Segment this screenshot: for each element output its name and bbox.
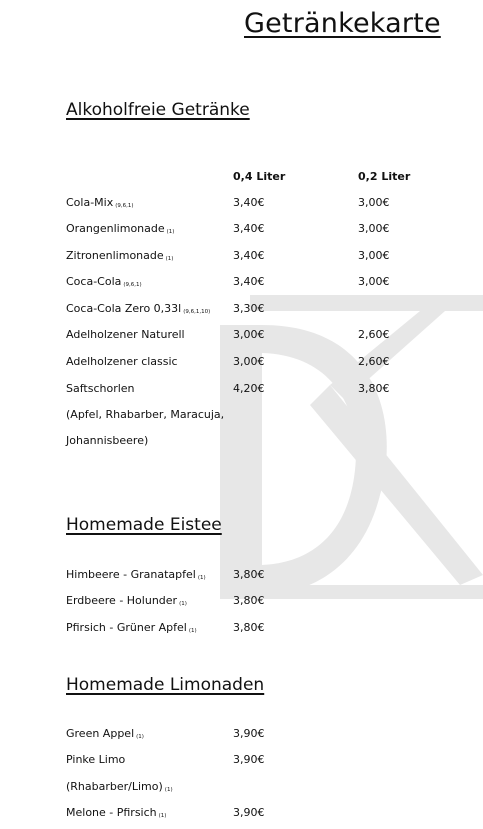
price: 3,90€ <box>233 806 265 819</box>
menu-item-name <box>66 568 206 581</box>
menu-item-label: Pfirsich - Grüner Apfel <box>66 621 187 634</box>
menu-item-label: Cola-Mix <box>66 196 114 209</box>
menu-item-name <box>66 196 134 209</box>
allergen-note: (1) <box>188 628 197 634</box>
price-02-liter: 3,00€ <box>358 196 390 209</box>
price: 3,90€ <box>233 753 265 766</box>
price: 3,90€ <box>233 727 265 740</box>
menu-item-name <box>66 382 135 395</box>
saftschorlen-varieties-line-2: Johannisbeere) <box>66 434 149 447</box>
menu-item-label: Pinke Limo <box>66 753 126 766</box>
section-title-homemade-limonaden: Homemade Limonaden <box>66 675 265 695</box>
column-header-02-liter: 0,2 Liter <box>358 170 411 183</box>
menu-item-name <box>66 753 125 766</box>
menu-item-label: (Rhabarber/Limo) <box>66 780 163 793</box>
price-04-liter: 4,20€ <box>233 382 265 395</box>
menu-item-label: Saftschorlen <box>66 382 135 395</box>
menu-item-name <box>66 594 187 607</box>
allergen-note: (1) <box>197 575 206 581</box>
menu-item-label: Coca-Cola <box>66 275 122 288</box>
section-title-homemade-eistee: Homemade Eistee <box>66 515 222 535</box>
price: 3,80€ <box>233 621 265 634</box>
saftschorlen-varieties-line-1: (Apfel, Rhabarber, Maracuja, <box>66 408 225 421</box>
price-04-liter: 3,40€ <box>233 222 265 235</box>
price-04-liter: 3,00€ <box>233 328 265 341</box>
allergen-note: (1) <box>164 787 173 793</box>
menu-item-name <box>66 806 166 819</box>
allergen-note: (9,6,1) <box>115 203 134 209</box>
menu-item-label: Melone - Pfirsich <box>66 806 157 819</box>
menu-item-name <box>66 275 142 288</box>
price-04-liter: 3,30€ <box>233 302 265 315</box>
price-04-liter: 3,40€ <box>233 249 265 262</box>
allergen-note: (9,6,1) <box>123 282 142 288</box>
price-04-liter: 3,00€ <box>233 355 265 368</box>
allergen-note: (1) <box>166 229 175 235</box>
menu-item-label: Green Appel <box>66 727 135 740</box>
price-04-liter: 3,40€ <box>233 275 265 288</box>
menu-item-label: Zitronenlimonade <box>66 249 164 262</box>
menu-item-label: Coca-Cola Zero 0,33l <box>66 302 182 315</box>
menu-item-name <box>66 302 210 315</box>
allergen-note: (1) <box>136 734 144 740</box>
price-02-liter: 2,60€ <box>358 355 390 368</box>
menu-item-name <box>66 355 178 368</box>
section-title-alkoholfreie-getraenke: Alkoholfreie Getränke <box>66 100 250 120</box>
menu-item-name <box>66 780 173 793</box>
allergen-note: (1) <box>179 601 187 607</box>
menu-item-name <box>66 222 174 235</box>
menu-item-label: Erdbeere - Holunder <box>66 594 178 607</box>
menu-item-name <box>66 249 173 262</box>
allergen-note: (1) <box>165 256 174 262</box>
price-02-liter: 3,00€ <box>358 222 390 235</box>
price-04-liter: 3,40€ <box>233 196 265 209</box>
menu-item-name <box>66 621 197 634</box>
allergen-note: (1) <box>158 813 167 819</box>
menu-item-label: Himbeere - Granatapfel <box>66 568 196 581</box>
menu-item-label: Adelholzener Naturell <box>66 328 185 341</box>
price: 3,80€ <box>233 568 265 581</box>
price-02-liter: 3,00€ <box>358 275 390 288</box>
price-02-liter: 3,00€ <box>358 249 390 262</box>
price-02-liter: 3,80€ <box>358 382 390 395</box>
price: 3,80€ <box>233 594 265 607</box>
allergen-note: (9,6,1,10) <box>183 309 211 315</box>
menu-item-label: Orangenlimonade <box>66 222 165 235</box>
menu-item-name <box>66 727 144 740</box>
price-02-liter: 2,60€ <box>358 328 390 341</box>
menu-item-name <box>66 328 185 341</box>
column-header-04-liter: 0,4 Liter <box>233 170 286 183</box>
menu-item-label: Adelholzener classic <box>66 355 178 368</box>
page-title: Getränkekarte <box>244 8 441 39</box>
